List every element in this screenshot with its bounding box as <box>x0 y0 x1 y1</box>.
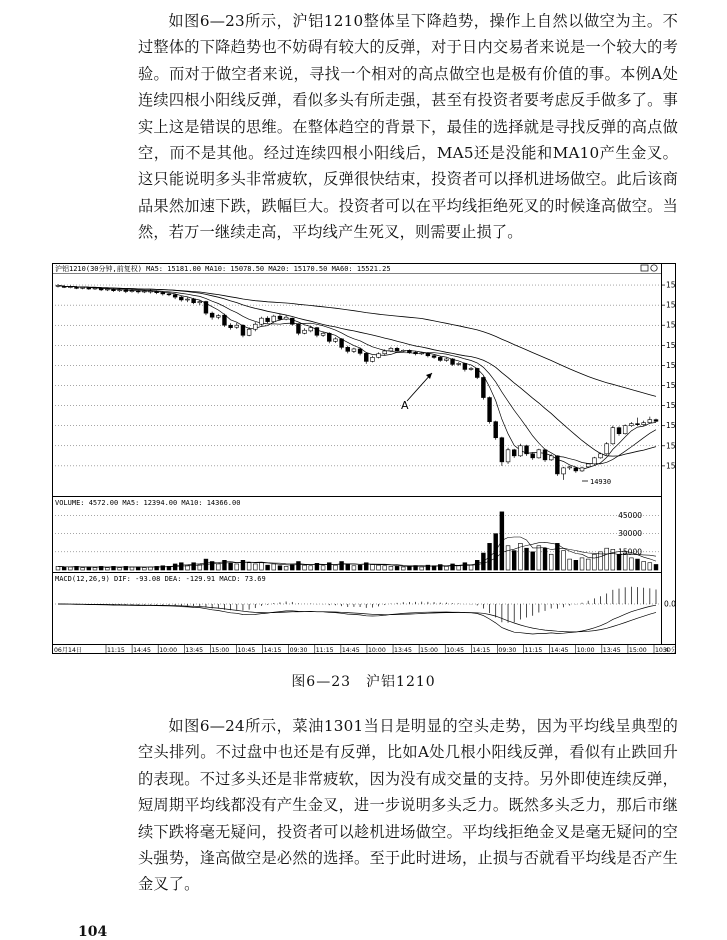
volume-bar <box>475 560 479 570</box>
candle-body <box>112 289 116 291</box>
candle-body <box>592 458 596 464</box>
candle-body <box>309 328 313 331</box>
volume-bar <box>648 563 652 570</box>
volume-bar <box>494 534 498 570</box>
candle-body <box>99 288 103 290</box>
candle-body <box>81 287 85 288</box>
paragraph-1: 如图6—23所示，沪铝1210整体呈下降趋势，操作上自然以做空为主。不过整体的下降趋势也不妨碍有较大的反弹，对于日内交易者来说是一个较大的考验。而对于做空者来说，寻找一个相对的高点做空也是极有价值的事。本例A处连续四根小阳线反弹，看似多头有所走强，甚至有投资者要考虑反手做多了。事实上这是错误的思维。在整体趋空的背景下，最佳的选择就是寻找反弹的高点做空，而不是其他。经过连续四根小阳线后，MA5还是没能和MA10产生金叉。这只能说明多头非常疲软，反弹很快结束，投资者可以择机进场做空。此后该商品果然加速下跌，跌幅巨大。投资者可以在平均线拒绝死叉的时候逢高做空。当然，若万一继续走高，平均线产生死叉，则需要止损了。 <box>138 12 678 242</box>
time-tick-label: 13:45 <box>602 647 621 654</box>
volume-bar <box>278 566 282 570</box>
volume-bar <box>592 554 596 570</box>
time-tick-label: 09:30 <box>498 647 517 654</box>
volume-bar <box>543 548 547 570</box>
candle-body <box>574 468 578 471</box>
candle-body <box>124 290 128 292</box>
candle-body <box>340 339 344 347</box>
volume-bar <box>568 559 572 570</box>
volume-tick-label: 15000 <box>618 547 642 557</box>
time-tick-label: 10:00 <box>367 647 386 654</box>
volume-bar <box>284 566 288 570</box>
volume-bar <box>586 559 590 570</box>
volume-bar <box>599 552 603 570</box>
candle-body <box>389 348 393 351</box>
candle-body <box>136 291 140 292</box>
date-label: 06月14日 <box>54 647 83 654</box>
candle-body <box>512 450 516 456</box>
volume-bar <box>216 564 220 570</box>
candle-body <box>155 291 159 292</box>
candle-body <box>130 291 134 292</box>
volume-bar <box>260 563 264 570</box>
time-tick-label: 15:00 <box>628 647 647 654</box>
figure-caption: 图6—23 沪铝1210 <box>291 674 436 690</box>
candle-body <box>525 446 529 454</box>
candle-body <box>383 351 387 354</box>
candle-body <box>444 359 448 360</box>
candle-body <box>432 356 436 358</box>
candle-body <box>186 299 190 300</box>
volume-bar <box>130 567 134 570</box>
time-tick-label: 11:15 <box>524 647 543 654</box>
volume-bar <box>525 548 529 570</box>
candle-body <box>253 324 257 329</box>
volume-bar <box>266 565 270 570</box>
price-tick-label: 15 <box>666 421 676 431</box>
price-chart-figure <box>52 263 676 663</box>
candle-body <box>407 350 411 352</box>
candle-body <box>586 464 590 467</box>
time-tick-label: 13:45 <box>185 647 204 654</box>
time-tick-label: 14:45 <box>341 647 360 654</box>
volume-bar <box>469 565 473 570</box>
candle-body <box>179 297 183 300</box>
candle-body <box>241 325 245 335</box>
candle-body <box>599 454 603 458</box>
macd-header: MACD(12,26,9) DIF: -93.08 DEA: -129.91 MACD: 73.69 <box>55 575 266 583</box>
volume-bar <box>451 564 455 570</box>
candle-body <box>401 350 405 351</box>
volume-bar <box>272 564 276 570</box>
volume-bar <box>346 564 350 570</box>
candle-body <box>93 288 97 289</box>
candle-body <box>204 302 208 314</box>
candle-body <box>346 347 350 351</box>
volume-bar <box>463 563 467 570</box>
volume-bar <box>506 546 510 570</box>
volume-bar <box>549 554 553 570</box>
candle-body <box>543 450 547 460</box>
candle-body <box>531 454 535 458</box>
candle-body <box>290 318 294 324</box>
volume-bar <box>149 567 153 570</box>
candle-body <box>488 398 492 422</box>
volume-bar <box>303 565 307 570</box>
candle-body <box>605 444 609 454</box>
candle-body <box>260 318 264 324</box>
volume-bar <box>136 567 140 570</box>
candle-body <box>364 353 368 361</box>
volume-bar <box>142 568 146 570</box>
time-tick-label: 10:45 <box>446 647 465 654</box>
candle-body <box>414 352 418 353</box>
candle-body <box>118 290 122 291</box>
volume-bar <box>512 551 516 570</box>
volume-bar <box>617 554 621 570</box>
volume-bar <box>68 567 72 570</box>
volume-bar <box>605 548 609 570</box>
candle-body <box>494 422 498 438</box>
candle-body <box>555 456 559 474</box>
volume-bar <box>358 565 362 570</box>
price-tick-label: 15 <box>666 401 676 411</box>
volume-bar <box>562 551 566 570</box>
candle-body <box>149 291 153 292</box>
candle-body <box>463 363 467 369</box>
candle-body <box>518 446 522 456</box>
candle-body <box>75 287 79 288</box>
candle-body <box>580 468 584 471</box>
price-tick-label: 15 <box>666 381 676 391</box>
volume-bar <box>340 562 344 570</box>
volume-bar <box>444 566 448 570</box>
time-tick-label: 14:15 <box>263 647 282 654</box>
candle-body <box>216 316 220 318</box>
candle-body <box>266 318 270 321</box>
price-tick-label: 15 <box>666 340 676 350</box>
volume-bar <box>377 565 381 570</box>
time-tick-label: 09:30 <box>289 647 308 654</box>
volume-tick-label: 45000 <box>618 510 642 520</box>
candle-body <box>247 329 251 335</box>
candle-body <box>223 315 227 325</box>
time-tick-label: 10:4 <box>655 647 669 654</box>
volume-bar <box>654 564 658 570</box>
volume-bar <box>309 566 313 570</box>
candle-body <box>173 295 177 297</box>
time-tick-label: 11:15 <box>315 647 334 654</box>
candle-body <box>142 291 146 292</box>
volume-bar <box>629 558 633 570</box>
volume-bar <box>334 565 338 570</box>
candle-body <box>327 333 331 341</box>
candle-body <box>648 420 652 423</box>
price-tick-label: 15 <box>666 320 676 330</box>
candle-body <box>549 456 553 460</box>
time-tick-label: 15:00 <box>211 647 230 654</box>
candle-body <box>272 316 276 321</box>
volume-bar <box>395 566 399 570</box>
candle-body <box>506 450 510 462</box>
candle-body <box>395 348 399 351</box>
time-tick-label: 10:00 <box>576 647 595 654</box>
annotation-a-label: A <box>401 399 409 412</box>
candle-body <box>87 288 91 289</box>
volume-bar <box>118 568 122 570</box>
candle-body <box>198 302 202 303</box>
period-label: 30分 <box>663 647 676 654</box>
time-tick-label: 14:45 <box>550 647 569 654</box>
candle-body <box>192 299 196 303</box>
volume-bar <box>531 552 535 570</box>
volume-header: VOLUME: 4572.00 MA5: 12394.00 MA10: 14366.00 <box>55 499 241 507</box>
candle-body <box>303 330 307 333</box>
volume-bar <box>420 567 424 570</box>
candle-body <box>537 450 541 458</box>
candle-body <box>229 325 233 327</box>
volume-bar <box>537 546 541 570</box>
time-tick-label: 14:15 <box>472 647 491 654</box>
candle-body <box>352 349 356 351</box>
candle-body <box>457 363 461 364</box>
volume-tick-label: 30000 <box>618 529 642 539</box>
price-tick-label: 15 <box>666 461 676 471</box>
candle-body <box>284 317 288 319</box>
candle-body <box>235 325 239 327</box>
low-price-label: 14930 <box>590 478 612 486</box>
candle-body <box>420 353 424 354</box>
candle-body <box>167 294 171 295</box>
candle-body <box>568 467 572 468</box>
time-tick-label: 10:45 <box>237 647 256 654</box>
candle-body <box>377 354 381 358</box>
time-tick-label: 14:45 <box>133 647 151 654</box>
volume-bar <box>574 560 578 570</box>
volume-bar <box>389 566 393 570</box>
volume-bar <box>383 566 387 570</box>
time-tick-label: 10:00 <box>159 647 178 654</box>
volume-bar <box>401 567 405 570</box>
volume-bar <box>636 559 640 570</box>
candle-body <box>562 468 566 474</box>
price-tick-label: 15 <box>666 280 676 290</box>
volume-bar <box>457 566 461 570</box>
candle-body <box>321 333 325 335</box>
candle-body <box>617 428 621 434</box>
candle-body <box>623 426 627 434</box>
paragraph-2: 如图6—24所示，菜油1301当日是明显的空头走势，因为平均线呈典型的空头排列。不过盘中也还是有反弹，比如A处几根小阳线反弹，看似有止跌回升的表现。不过多头还是非常疲软，因为没有成交量的支持。另外即使连续反弹，短周期平均线都没有产生金叉，进一步说明多头乏力。既然多头乏力，那后市继续下跌将毫无疑问，投资者可以趁机进场做空。平均线拒绝金叉是毫无疑问的空头强势，逢高做空是必然的选择。至于此时进场，止损与否就看平均线是否产生金叉了。 <box>138 717 678 894</box>
candle-body <box>62 286 66 287</box>
volume-bar <box>407 566 411 570</box>
time-tick-label: 11:15 <box>107 647 125 654</box>
candle-body <box>451 359 455 364</box>
volume-bar <box>241 560 245 570</box>
candle-body <box>654 420 658 422</box>
candle-body <box>334 339 338 341</box>
candle-body <box>315 328 319 336</box>
price-tick-label: 15 <box>666 441 676 451</box>
volume-bar <box>352 566 356 570</box>
candle-body <box>426 353 430 356</box>
candle-body <box>611 428 615 444</box>
time-tick-label: 13:45 <box>394 647 412 654</box>
volume-bar <box>253 564 257 570</box>
time-tick-label: 15:00 <box>420 647 438 654</box>
price-tick-label: 15 <box>666 300 676 310</box>
candle-body <box>68 287 72 288</box>
volume-bar <box>229 563 233 570</box>
candle-body <box>105 289 109 290</box>
candle-body <box>481 377 485 397</box>
volume-bar <box>321 566 325 570</box>
candle-body <box>278 316 282 319</box>
candle-body <box>642 423 646 425</box>
candle-body <box>438 357 442 360</box>
volume-bar <box>247 563 251 570</box>
candle-body <box>475 368 479 377</box>
volume-bar <box>105 568 109 570</box>
price-header: 沪铝1210(30分钟,前复权) MA5: 15181.00 MA10: 15078.50 MA20: 15170.50 MA60: 15521.25 <box>55 265 391 273</box>
kline-chart-svg <box>52 263 676 663</box>
candle-body <box>371 357 375 361</box>
candle-body <box>469 368 473 369</box>
volume-bar <box>642 562 646 570</box>
volume-bar <box>235 564 239 570</box>
volume-bar <box>297 562 301 570</box>
volume-bar <box>93 568 97 570</box>
price-tick-label: 15 <box>666 360 676 370</box>
candle-body <box>636 424 640 425</box>
volume-bar <box>81 568 85 570</box>
volume-bar <box>371 565 375 570</box>
volume-bar <box>56 566 60 570</box>
volume-bar <box>327 563 331 570</box>
volume-bar <box>555 543 559 570</box>
chart-frame <box>53 264 676 654</box>
candle-body <box>56 285 60 286</box>
candle-body <box>358 349 362 353</box>
page-number: 104 <box>78 924 108 940</box>
candle-body <box>629 424 633 426</box>
volume-bar <box>580 558 584 570</box>
candle-body <box>161 293 165 294</box>
candle-body <box>500 438 504 462</box>
volume-bar <box>62 567 66 570</box>
macd-tick-label: 0.0 <box>664 599 676 609</box>
volume-bar <box>173 564 177 570</box>
candle-body <box>297 324 301 333</box>
volume-bar <box>87 567 91 570</box>
candle-body <box>210 313 214 317</box>
